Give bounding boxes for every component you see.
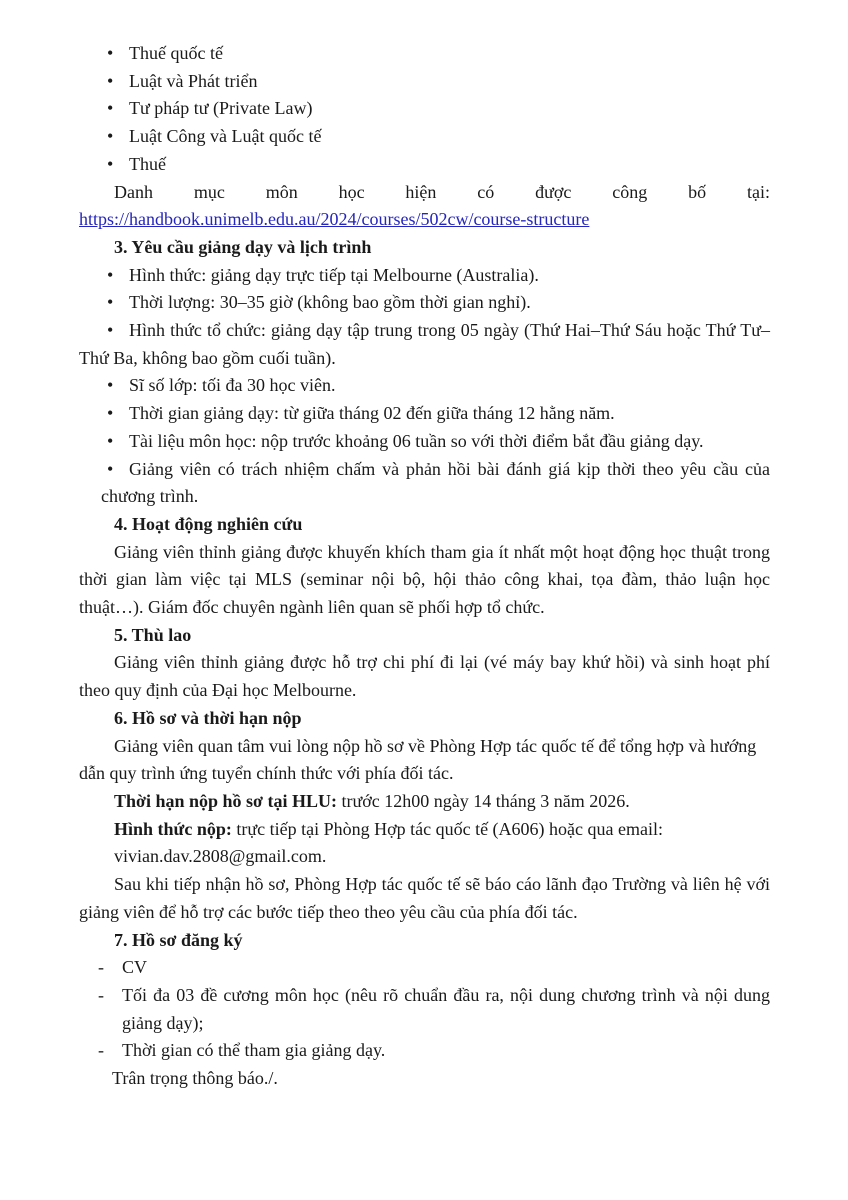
section-5-body: Giảng viên thỉnh giảng được hỗ trợ chi phí đi lại (vé máy bay khứ hồi) và sinh hoạt phí theo quy định của Đại học Melbourne. [79,652,770,701]
bullet-icon: • [107,43,114,63]
deadline-label: Thời hạn nộp hồ sơ tại HLU: [114,790,338,811]
section-4-heading: 4. Hoạt động nghiên cứu [114,513,303,534]
list-item-requirement [79,428,770,456]
document-content [79,40,770,1093]
bullet-icon: • [107,403,114,424]
requirement-text: Giảng viên có trách nhiệm chấm và phản hồi bài đánh giá kịp thời theo yêu cầu của chương trình. [101,458,770,507]
requirement-text: Hình thức tổ chức: giảng dạy tập trung trong 05 ngày (Thứ Hai–Thứ Sáu hoặc Thứ Tư–Thứ Ba, không bao gồm cuối tuần). [79,320,770,368]
deadline-value: trước 12h00 ngày 14 tháng 3 năm 2026. [337,790,630,811]
bullet-icon: • [107,264,114,285]
section-3-heading: 3. Yêu cầu giảng dạy và lịch trình [114,236,372,257]
catalog-announcement: Danh mục môn học hiện có được công bố tại: [114,181,770,202]
section-6-followup: Sau khi tiếp nhận hồ sơ, Phòng Hợp tác quốc tế sẽ báo cáo lãnh đạo Trường và liên hệ với giảng viên để hỗ trợ các bước tiếp theo theo yêu cầu của phía đối tác. [79,874,770,922]
discipline-text: Tư pháp tư (Private Law) [129,98,313,119]
section-6-heading: 6. Hồ sơ và thời hạn nộp [114,707,302,728]
list-item-discipline [79,151,770,179]
bullet-icon: • [107,292,114,313]
list-item-requirement [79,262,770,290]
deadline-line [79,788,770,816]
catalog-link-line [79,206,770,234]
list-item-requirement [79,400,770,428]
requirement-text: Thời lượng: 30–35 giờ (không bao gồm thời gian nghỉ). [129,292,531,313]
list-item-dossier [79,954,770,982]
submission-method-line [79,816,770,844]
dossier-text: CV [122,957,148,978]
section-6-intro: Giảng viên quan tâm vui lòng nộp hồ sơ về Phòng Hợp tác quốc tế để tổng hợp và hướng dẫn quy trình ứng tuyển chính thức với phía đối tác. [79,735,757,784]
submission-method-label: Hình thức nộp: [114,818,232,839]
list-item-requirement [79,289,770,317]
contact-email: vivian.dav.2808@gmail.com. [114,846,327,867]
requirement-text: Tài liệu môn học: nộp trước khoảng 06 tuần so với thời điểm bắt đầu giảng dạy. [129,430,704,451]
bullet-icon: • [107,153,114,174]
requirement-text: Thời gian giảng dạy: từ giữa tháng 02 đến giữa tháng 12 hằng năm. [129,403,615,424]
dash-marker: - [98,1040,104,1061]
list-item-discipline [79,123,770,151]
dossier-text: Tối đa 03 đề cương môn học (nêu rõ chuẩn đầu ra, nội dung chương trình và nội dung giảng dạy); [122,984,770,1033]
list-item-requirement [79,317,770,372]
bullet-icon: • [107,430,114,451]
discipline-text: Luật Công và Luật quốc tế [129,126,322,147]
bullet-icon: • [107,70,114,91]
discipline-text: Thuế quốc tế [129,43,223,63]
dash-marker: - [98,957,104,978]
bullet-icon: • [107,320,114,341]
bullet-icon: • [107,126,114,147]
list-item-dossier [79,1037,770,1065]
bullet-icon: • [107,98,114,119]
list-item-dossier [79,982,770,1037]
discipline-text: Thuế [129,153,166,174]
list-item-requirement [79,456,770,511]
bullet-icon: • [107,458,114,479]
requirement-text: Sĩ số lớp: tối đa 30 học viên. [129,375,336,396]
section-4-body: Giảng viên thỉnh giảng được khuyến khích tham gia ít nhất một hoạt động học thuật trong thời gian làm việc tại MLS (seminar nội bộ, hội thảo công khai, tọa đàm, thảo luận học thuật…). Giám đốc chuyên ngành liên quan sẽ phối hợp tổ chức. [79,541,770,618]
section-5-heading: 5. Thù lao [114,624,192,645]
handbook-link[interactable]: https://handbook.unimelb.edu.au/2024/courses/502cw/course-structure [79,209,590,230]
dossier-text: Thời gian có thể tham gia giảng dạy. [122,1040,386,1061]
list-item-requirement [79,372,770,400]
list-item-discipline [79,68,770,96]
bullet-icon: • [107,375,114,396]
section-7-heading: 7. Hồ sơ đăng ký [114,929,243,950]
requirement-text: Hình thức: giảng dạy trực tiếp tại Melbourne (Australia). [129,264,539,285]
submission-method-value: trực tiếp tại Phòng Hợp tác quốc tế (A606) hoặc qua email: [231,818,663,839]
discipline-text: Luật và Phát triển [129,70,258,91]
list-item-discipline [79,95,770,123]
dash-marker: - [98,984,104,1005]
list-item-discipline [79,40,770,68]
closing-line: Trân trọng thông báo./. [112,1068,278,1089]
